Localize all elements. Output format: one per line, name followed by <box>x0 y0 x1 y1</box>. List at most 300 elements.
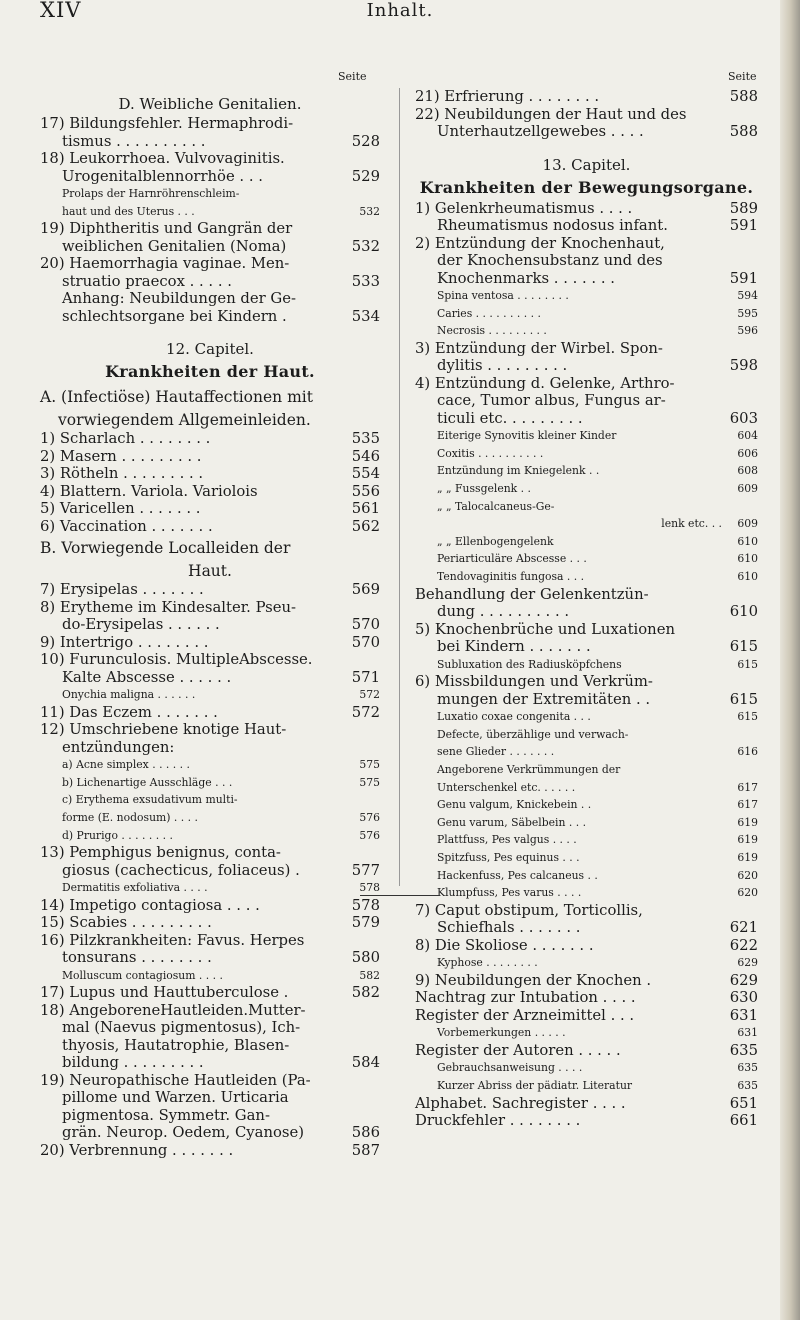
page-ref: 615 <box>729 690 758 708</box>
page-ref: 533 <box>351 272 380 290</box>
page-header <box>0 0 800 30</box>
chapter-title: Krankheiten der Bewegungsorgane. <box>419 177 754 197</box>
entry-title: ticuli etc. . . . . . . . . <box>437 409 583 427</box>
entry-title: Eiterige Synovitis kleiner Kinder <box>437 429 617 443</box>
page-ref: 610 <box>737 570 758 584</box>
page-number: XIV <box>40 0 82 22</box>
page-ref: 576 <box>359 811 380 825</box>
toc-entry <box>415 586 758 604</box>
entry-title: tismus . . . . . . . . . . <box>62 132 206 150</box>
toc-entry <box>415 691 758 709</box>
toc-entry <box>40 914 380 932</box>
toc-entry <box>415 726 758 744</box>
entry-title: Gebrauchsanweisung . . . . <box>437 1061 583 1075</box>
group-heading: A. (Infectiöse) Hautaffectionen mit <box>40 388 313 407</box>
entry-title: „ „ Ellenbogengelenk <box>437 534 554 548</box>
toc-entry <box>415 340 758 358</box>
entry-title: pigmentosa. Symmetr. Gan- <box>62 1106 270 1124</box>
toc-entry <box>40 483 380 501</box>
toc-entry <box>40 1019 380 1037</box>
section-heading: D. Weibliche Genitalien. <box>118 95 302 113</box>
spacer <box>40 325 380 333</box>
entry-title: 22) Neubildungen der Haut und des <box>415 105 687 123</box>
toc-entry <box>415 217 758 235</box>
toc-entry <box>40 465 380 483</box>
toc-entry <box>415 1024 758 1042</box>
entry-title: „ „ Talocalcaneus-Ge- <box>437 499 555 513</box>
toc-entry <box>40 150 380 168</box>
toc-entry <box>40 1107 380 1125</box>
toc-entry <box>415 849 758 867</box>
toc-entry <box>415 375 758 393</box>
page-ref: 591 <box>729 269 758 287</box>
entry-title: 19) Diphtheritis und Gangrän der <box>40 220 293 238</box>
entry-title: 19) Neuropathische Hautleiden (Pa- <box>40 1071 311 1089</box>
page-ref: 582 <box>351 984 380 1002</box>
toc-entry <box>40 238 380 256</box>
page-ref: 615 <box>737 657 758 671</box>
entry-title: Nachtrag zur Intubation . . . . <box>415 989 636 1007</box>
page-ref: 554 <box>351 465 380 483</box>
entry-title: 20) Verbrennung . . . . . . . <box>40 1141 234 1159</box>
toc-entry <box>40 616 380 634</box>
page-ref: 661 <box>729 1112 758 1130</box>
group-heading: B. Vorwiegende Localleiden der <box>40 539 291 558</box>
toc-entry <box>415 88 758 106</box>
group-heading: vorwiegendem Allgemeinleiden. <box>58 411 311 430</box>
entry-title: Behandlung der Gelenkentzün- <box>415 585 649 603</box>
toc-entry <box>40 168 380 186</box>
toc-entry <box>40 827 380 845</box>
page-ref: 629 <box>729 971 758 989</box>
entry-title: 18) AngeboreneHautleiden.Mutter- <box>40 1001 306 1019</box>
toc-entry <box>40 704 380 722</box>
toc-entry <box>40 634 380 652</box>
toc-entry <box>40 774 380 792</box>
toc-entry <box>40 756 380 774</box>
entry-title: Kyphose . . . . . . . . <box>437 956 538 970</box>
page-ref: 570 <box>351 616 380 634</box>
entry-title: struatio praecox . . . . . <box>62 272 232 290</box>
page-ref: 606 <box>737 446 758 460</box>
toc-entry <box>415 533 758 551</box>
toc-entry <box>40 809 380 827</box>
toc-list-right <box>415 88 758 1130</box>
page-ref: 617 <box>737 798 758 812</box>
entry-title: Subluxation des Radiusköpfchens <box>437 657 622 671</box>
page-ref: 561 <box>351 500 380 518</box>
entry-title: Unterhautzellgewebes . . . . <box>437 123 644 140</box>
entry-title: mal (Naevus pigmentosus), Ich- <box>62 1019 301 1037</box>
page-ref: 609 <box>737 482 758 496</box>
page-ref: 615 <box>737 710 758 724</box>
page-ref: 586 <box>351 1124 380 1142</box>
toc-entry <box>415 1042 758 1060</box>
seite-label-left: Seite <box>338 70 367 83</box>
page-ref: 562 <box>351 517 380 535</box>
entry-title: Spina ventosa . . . . . . . . <box>437 289 569 302</box>
entry-title: 3) Entzündung der Wirbel. Spon- <box>415 339 663 357</box>
entry-title: „ „ Fussgelenk . . <box>437 482 531 496</box>
toc-entry <box>415 392 758 410</box>
closing-ornament <box>360 895 440 900</box>
toc-entry <box>40 791 380 809</box>
toc-entry <box>40 1124 380 1142</box>
page-ref: 556 <box>351 482 380 500</box>
toc-entry <box>40 1037 380 1055</box>
page-ref: 575 <box>359 775 380 789</box>
page-ref: 620 <box>737 868 758 882</box>
entry-title: Defecte, überzählige und verwach- <box>437 727 629 741</box>
toc-entry <box>415 357 758 375</box>
entry-title: c) Erythema exsudativum multi- <box>62 793 238 807</box>
entry-title: a) Acne simplex . . . . . . <box>62 758 190 772</box>
page-ref: 588 <box>729 88 758 105</box>
entry-title: bei Kindern . . . . . . . <box>437 638 591 656</box>
page-ref: 619 <box>737 833 758 847</box>
column-divider <box>399 88 400 886</box>
toc-entry <box>415 954 758 972</box>
toc-entry <box>415 270 758 288</box>
page-ref: 589 <box>729 199 758 217</box>
toc-list-left <box>40 88 380 1159</box>
entry-title: 8) Die Skoliose . . . . . . . <box>415 936 594 954</box>
page-ref: 587 <box>351 1141 380 1159</box>
toc-entry <box>415 1007 758 1025</box>
toc-entry <box>40 290 380 308</box>
page-ref: 576 <box>359 828 380 842</box>
toc-entry <box>415 1095 758 1113</box>
toc-entry <box>415 603 758 621</box>
entry-title: Spitzfuss, Pes equinus . . . <box>437 850 580 864</box>
toc-entry <box>40 220 380 238</box>
entry-title: Hackenfuss, Pes calcaneus . . <box>437 868 598 882</box>
entry-title: Urogenitalblennorrhöe . . . <box>62 167 263 185</box>
toc-entry <box>415 235 758 253</box>
toc-entry <box>415 462 758 480</box>
entry-title: 8) Erytheme im Kindesalter. Pseu- <box>40 598 297 616</box>
page-ref: 532 <box>359 204 380 218</box>
toc-entry <box>415 761 758 779</box>
entry-title: bildung . . . . . . . . . <box>62 1054 204 1072</box>
entry-title: Register der Arzneimittel . . . <box>415 1006 635 1024</box>
entry-title: 9) Neubildungen der Knochen . <box>415 971 652 989</box>
entry-title: 13) Pemphigus benignus, conta- <box>40 844 281 862</box>
entry-title: Onychia maligna . . . . . . <box>62 688 196 702</box>
entry-title: Genu valgum, Knickebein . . <box>437 798 592 812</box>
toc-entry <box>415 550 758 568</box>
entry-title: Luxatio coxae congenita . . . <box>437 710 591 724</box>
toc-entry <box>40 739 380 757</box>
entry-title: 2) Masern . . . . . . . . . <box>40 447 202 465</box>
toc-entry <box>415 1112 758 1130</box>
entry-title: Druckfehler . . . . . . . . <box>415 1112 581 1130</box>
toc-entry <box>40 1002 380 1020</box>
entry-title: cace, Tumor albus, Fungus ar- <box>437 392 666 410</box>
entry-title: Anhang: Neubildungen der Ge- <box>62 290 297 308</box>
toc-entry <box>415 410 758 428</box>
toc-entry <box>40 686 380 704</box>
entry-title: Kalte Abscesse . . . . . . <box>62 668 232 686</box>
entry-title: thyosis, Hautatrophie, Blasen- <box>62 1036 290 1054</box>
entry-title: giosus (cachecticus, foliaceus) . <box>62 861 300 879</box>
page-ref: 578 <box>359 881 380 895</box>
entry-title: Necrosis . . . . . . . . . <box>437 324 547 338</box>
page-ref: 572 <box>351 703 380 721</box>
toc-entry <box>415 515 758 533</box>
entry-title: 11) Das Eczem . . . . . . . <box>40 703 218 721</box>
toc-entry <box>415 1077 758 1095</box>
toc-entry <box>415 673 758 691</box>
page-ref: 604 <box>737 429 758 443</box>
toc-entry <box>415 252 758 270</box>
entry-title: 5) Knochenbrüche und Luxationen <box>415 620 676 638</box>
page-ref: 594 <box>737 289 758 302</box>
toc-entry <box>40 721 380 739</box>
page-ref: 622 <box>729 936 758 954</box>
entry-title: sene Glieder . . . . . . . <box>437 745 555 759</box>
entry-title: dylitis . . . . . . . . . <box>437 357 568 375</box>
entry-title: 16) Pilzkrankheiten: Favus. Herpes <box>40 931 305 949</box>
toc-entry <box>415 919 758 937</box>
entry-title: Genu varum, Säbelbein . . . <box>437 815 586 829</box>
entry-title: weiblichen Genitalien (Noma) <box>62 237 287 255</box>
entry-title: 1) Gelenkrheumatismus . . . . <box>415 199 633 217</box>
entry-title: Caries . . . . . . . . . . <box>437 306 541 320</box>
page-ref: 570 <box>351 633 380 651</box>
toc-entry <box>415 884 758 902</box>
section-heading: 13. Capitel. <box>542 155 631 174</box>
toc-entry <box>40 185 380 203</box>
toc-entry <box>40 448 380 466</box>
entry-title: forme (E. nodosum) . . . . <box>62 811 198 825</box>
toc-entry <box>415 106 758 124</box>
page-ref: 577 <box>351 861 380 879</box>
toc-entry <box>415 796 758 814</box>
entry-title: 3) Rötheln . . . . . . . . . <box>40 465 204 483</box>
page-ref: 591 <box>729 217 758 234</box>
page-ref: 588 <box>729 123 758 140</box>
spacer <box>415 141 758 149</box>
page-ref: 528 <box>351 132 380 150</box>
entry-title: do-Erysipelas . . . . . . <box>62 616 220 634</box>
entry-title: Kurzer Abriss der pädiatr. Literatur <box>437 1079 633 1093</box>
entry-title: 6) Vaccination . . . . . . . <box>40 517 213 535</box>
toc-entry <box>40 500 380 518</box>
entry-title: 7) Caput obstipum, Torticollis, <box>415 901 643 919</box>
entry-title: 6) Missbildungen und Verkrüm- <box>415 673 653 691</box>
page-ref: 621 <box>729 919 758 937</box>
toc-entry <box>415 814 758 832</box>
page-ref: 619 <box>737 815 758 829</box>
entry-title: 20) Haemorrhagia vaginae. Men- <box>40 255 290 273</box>
toc-entry <box>40 203 380 221</box>
page-ref: 631 <box>729 1006 758 1024</box>
page-ref: 620 <box>737 886 758 900</box>
toc-entry <box>415 200 758 218</box>
page-ref: 603 <box>729 409 758 427</box>
entry-title: 1) Scharlach . . . . . . . . <box>40 430 211 448</box>
page-ref: 578 <box>351 896 380 914</box>
toc-entry <box>415 621 758 639</box>
entry-title: d) Prurigo . . . . . . . . <box>62 828 173 842</box>
entry-title: Periarticuläre Abscesse . . . <box>437 552 587 566</box>
toc-entry <box>415 867 758 885</box>
toc-entry <box>40 669 380 687</box>
toc-entry <box>40 949 380 967</box>
entry-title: Tendovaginitis fungosa . . . <box>437 570 585 584</box>
page-ref: 610 <box>737 552 758 566</box>
toc-entry <box>415 743 758 761</box>
entry-title: 12) Umschriebene knotige Haut- <box>40 721 287 739</box>
page-ref: 579 <box>351 914 380 932</box>
entry-title: dung . . . . . . . . . . <box>437 603 570 621</box>
page-ref: 596 <box>737 324 758 338</box>
page-ref: 609 <box>737 517 758 531</box>
page-edge-shadow <box>780 0 800 1320</box>
page-ref: 610 <box>729 603 758 621</box>
toc-entry <box>415 638 758 656</box>
toc-entry <box>415 568 758 586</box>
entry-title: lenk etc. . . <box>661 517 722 531</box>
toc-entry <box>415 480 758 498</box>
toc-entry <box>40 862 380 880</box>
page-ref: 595 <box>737 306 758 320</box>
entry-title: Alphabet. Sachregister . . . . <box>415 1094 626 1112</box>
entry-title: Coxitis . . . . . . . . . . <box>437 446 544 460</box>
toc-entry <box>40 518 380 536</box>
seite-label-right: Seite <box>728 70 757 83</box>
entry-title: 4) Entzündung d. Gelenke, Arthro- <box>415 374 675 392</box>
toc-entry <box>415 287 758 305</box>
toc-entry <box>40 932 380 950</box>
entry-title: b) Lichenartige Ausschläge . . . <box>62 775 233 789</box>
entry-title: entzündungen: <box>62 738 175 756</box>
toc-entry <box>415 498 758 516</box>
toc-entry <box>415 305 758 323</box>
page-ref: 615 <box>729 638 758 656</box>
page-ref: 635 <box>737 1079 758 1093</box>
page-ref: 569 <box>351 581 380 599</box>
chapter-title: Krankheiten der Haut. <box>105 362 315 382</box>
page-ref: 608 <box>737 464 758 478</box>
entry-title: Register der Autoren . . . . . <box>415 1041 621 1059</box>
toc-entry <box>40 599 380 617</box>
page-ref: 616 <box>737 745 758 759</box>
entry-title: 17) Bildungsfehler. Hermaphrodi- <box>40 115 294 132</box>
page-ref: 529 <box>351 167 380 185</box>
toc-entry <box>415 708 758 726</box>
toc-entry <box>40 430 380 448</box>
toc-entry <box>40 133 380 151</box>
toc-entry <box>40 897 380 915</box>
page-ref: 598 <box>729 357 758 375</box>
toc-entry <box>415 831 758 849</box>
toc-entry <box>415 779 758 797</box>
entry-title: 10) Furunculosis. MultipleAbscesse. <box>40 651 313 669</box>
toc-entry <box>40 1142 380 1160</box>
entry-title: Dermatitis exfoliativa . . . . <box>62 881 208 895</box>
toc-entry <box>415 972 758 990</box>
toc-entry <box>40 844 380 862</box>
entry-title: mungen der Extremitäten . . <box>437 690 651 708</box>
toc-entry <box>415 1059 758 1077</box>
entry-title: Vorbemerkungen . . . . . <box>437 1026 566 1040</box>
toc-entry <box>40 967 380 985</box>
entry-title: Entzündung im Kniegelenk . . <box>437 464 600 478</box>
entry-title: 15) Scabies . . . . . . . . . <box>40 914 212 932</box>
entry-title: pillome und Warzen. Urticaria <box>62 1089 289 1107</box>
entry-title: 5) Varicellen . . . . . . . <box>40 500 201 518</box>
toc-entry <box>415 937 758 955</box>
page-ref: 619 <box>737 850 758 864</box>
toc-entry <box>40 255 380 273</box>
page-ref: 630 <box>729 989 758 1007</box>
entry-title: grän. Neurop. Oedem, Cyanose) <box>62 1124 305 1142</box>
entry-title: Klumpfuss, Pes varus . . . . <box>437 886 582 900</box>
page-ref: 629 <box>737 956 758 970</box>
toc-entry <box>415 656 758 674</box>
page-ref: 582 <box>359 968 380 982</box>
page-ref: 610 <box>737 534 758 548</box>
section-heading: 12. Capitel. <box>166 340 254 359</box>
entry-title: 14) Impetigo contagiosa . . . . <box>40 896 260 914</box>
entry-title: 18) Leukorrhoea. Vulvovaginitis. <box>40 150 285 167</box>
page-ref: 635 <box>737 1061 758 1075</box>
entry-title: 17) Lupus und Hauttuberculose . <box>40 984 289 1002</box>
toc-entry <box>40 879 380 897</box>
toc-entry <box>40 115 380 133</box>
entry-title: 21) Erfrierung . . . . . . . . <box>415 88 600 105</box>
entry-title: Prolaps der Harnröhrenschleim- <box>62 187 240 200</box>
toc-entry <box>40 1089 380 1107</box>
page-ref: 617 <box>737 780 758 794</box>
entry-title: 2) Entzündung der Knochenhaut, <box>415 234 665 252</box>
page-ref: 535 <box>351 430 380 448</box>
toc-entry <box>415 902 758 920</box>
page-ref: 631 <box>737 1026 758 1040</box>
page-ref: 572 <box>359 688 380 702</box>
toc-entry <box>415 322 758 340</box>
entry-title: schlechtsorgane bei Kindern . <box>62 307 287 325</box>
entry-title: Plattfuss, Pes valgus . . . . <box>437 833 577 847</box>
entry-title: 4) Blattern. Variola. Variolois <box>40 482 258 500</box>
entry-title: Knochenmarks . . . . . . . <box>437 269 615 287</box>
entry-title: Unterschenkel etc. . . . . . <box>437 780 576 794</box>
toc-entry <box>40 1072 380 1090</box>
entry-title: Schiefhals . . . . . . . <box>437 919 581 937</box>
page-ref: 584 <box>351 1054 380 1072</box>
page-ref: 532 <box>351 237 380 255</box>
entry-title: Rheumatismus nodosus infant. <box>437 217 668 234</box>
toc-entry <box>415 445 758 463</box>
toc-entry <box>415 427 758 445</box>
entry-title: 7) Erysipelas . . . . . . . <box>40 581 204 599</box>
toc-entry <box>40 273 380 291</box>
page-ref: 534 <box>351 307 380 325</box>
entry-title: 9) Intertrigo . . . . . . . . <box>40 633 209 651</box>
page-ref: 635 <box>729 1041 758 1059</box>
page-ref: 546 <box>351 447 380 465</box>
page-title: Inhalt. <box>366 0 434 21</box>
entry-title: haut und des Uterus . . . <box>62 204 195 218</box>
toc-entry <box>40 1054 380 1072</box>
toc-entry <box>40 581 380 599</box>
toc-entry <box>40 984 380 1002</box>
toc-entry <box>40 651 380 669</box>
page-ref: 651 <box>729 1094 758 1112</box>
toc-entry <box>40 308 380 326</box>
